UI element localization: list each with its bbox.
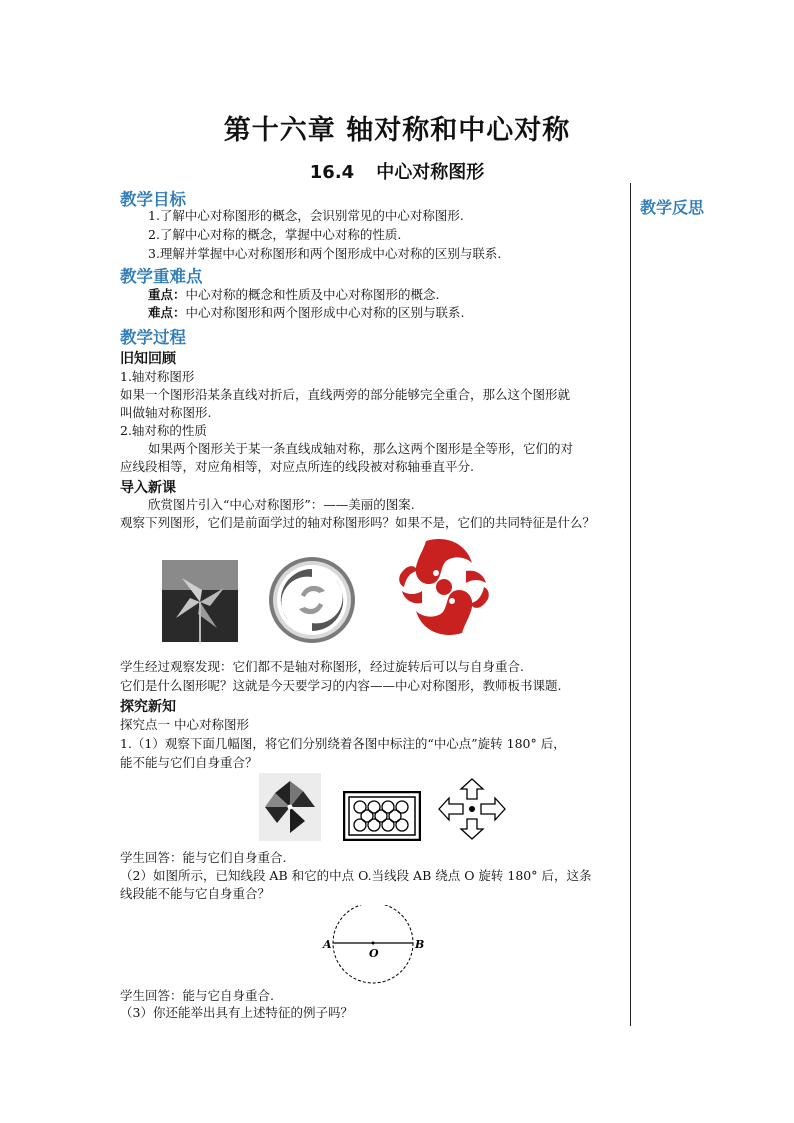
answer-line: 学生回答：能与它们自身重合. bbox=[120, 850, 287, 865]
intro-after-line: 学生经过观察发现：它们都不是轴对称图形，经过旋转后可以与自身重合. bbox=[120, 659, 524, 674]
explore-line: 探究点一 中心对称图形 bbox=[120, 717, 249, 732]
key-points-heading: 教学重难点 bbox=[120, 267, 203, 286]
objective-item: 2.了解中心对称的概念，掌握中心对称的性质. bbox=[148, 227, 402, 242]
explore-heading: 探究新知 bbox=[120, 699, 176, 715]
review-line: 2.轴对称的性质 bbox=[120, 423, 207, 438]
point-o-label: O bbox=[369, 947, 379, 960]
focus-label: 重点： bbox=[148, 287, 186, 302]
lattice-window bbox=[343, 791, 421, 841]
question-line: （2）如图所示，已知线段 AB 和它的中点 O.当线段 AB 绕点 O 旋转 180° 后，这条 bbox=[120, 868, 592, 883]
explore-line: 1.（1）观察下面几幅图，将它们分别绕着各图中标注的“中心点”旋转 180° 后， bbox=[120, 736, 566, 751]
objective-item: 3.理解并掌握中心对称图形和两个图形成中心对称的区别与联系. bbox=[148, 246, 502, 261]
point-b-label: B bbox=[415, 938, 425, 951]
explore-line: 能不能与它们自身重合？ bbox=[120, 755, 258, 770]
intro-after-line: 它们是什么图形呢？这就是今天要学习的内容——中心对称图形，教师板书课题. bbox=[120, 678, 562, 693]
difficulty-label: 难点： bbox=[148, 305, 186, 320]
section-name: 中心对称图形 bbox=[376, 162, 485, 183]
review-line: 应线段相等，对应角相等，对应点所连的线段被对称轴垂直平分. bbox=[120, 459, 474, 474]
intro-line: 观察下列图形，它们是前面学过的轴对称图形吗？如果不是，它们的共同特征是什么？ bbox=[120, 515, 596, 530]
car-logo bbox=[267, 555, 357, 645]
review-line: 如果两个图形关于某一条直线成轴对称，那么这两个图形是全等形，它们的对 bbox=[148, 441, 574, 456]
difficulty-text: 中心对称图形和两个图形成中心对称的区别与联系. bbox=[185, 305, 465, 320]
four-arrow-figure bbox=[437, 777, 507, 841]
review-line: 1.轴对称图形 bbox=[120, 369, 195, 384]
pinwheel-photo bbox=[259, 773, 321, 841]
segment-rotation-diagram bbox=[318, 905, 430, 985]
intro-line: 欣赏图片引入“中心对称图形”：——美丽的图案. bbox=[148, 497, 415, 512]
objectives-heading: 教学目标 bbox=[120, 190, 186, 209]
intro-heading: 导入新课 bbox=[120, 480, 176, 496]
windmill-photo bbox=[162, 560, 238, 642]
question-line: （3）你还能举出具有上述特征的例子吗？ bbox=[120, 1005, 353, 1020]
difficulty-line bbox=[148, 304, 656, 322]
section-title bbox=[0, 158, 794, 184]
paper-cut-pattern bbox=[396, 535, 492, 639]
review-line: 如果一个图形沿某条直线对折后，直线两旁的部分能够完全重合，那么这个图形就 bbox=[120, 387, 571, 402]
review-line: 叫做轴对称图形. bbox=[120, 405, 212, 420]
process-heading: 教学过程 bbox=[120, 328, 186, 347]
point-a-label: A bbox=[323, 938, 332, 951]
answer-line: 学生回答：能与它自身重合. bbox=[120, 988, 274, 1003]
section-number: 16.4 bbox=[309, 162, 355, 183]
objective-item: 1.了解中心对称图形的概念，会识别常见的中心对称图形. bbox=[148, 208, 464, 223]
focus-text: 中心对称的概念和性质及中心对称图形的概念. bbox=[185, 287, 440, 302]
reflection-label: 教学反思 bbox=[640, 198, 705, 217]
focus-line bbox=[148, 286, 656, 304]
chapter-title: 第十六章 轴对称和中心对称 bbox=[223, 115, 571, 146]
review-heading: 旧知回顾 bbox=[120, 351, 176, 367]
question-line: 线段能不能与它自身重合？ bbox=[120, 886, 271, 901]
